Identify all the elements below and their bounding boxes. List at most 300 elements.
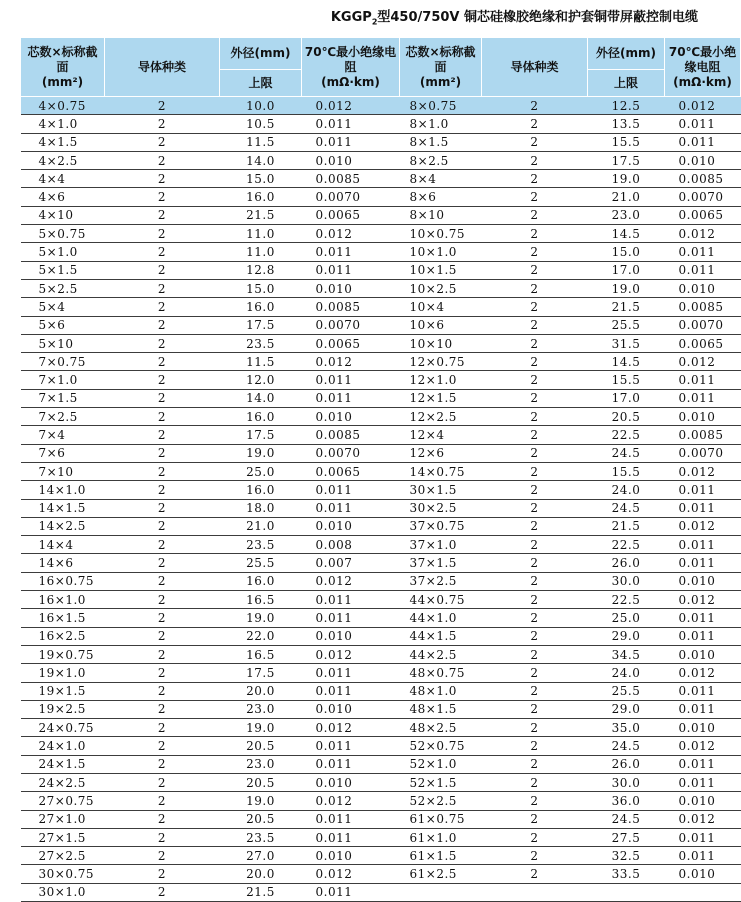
table-cell [665,883,741,901]
table-cell: 2 [482,243,588,261]
table-cell: 29.0 [588,700,665,718]
table-cell: 25.0 [220,462,302,480]
table-cell: 19.0 [220,609,302,627]
table-cell: 2 [105,97,220,115]
table-cell [588,883,665,901]
table-cell: 14.0 [220,151,302,169]
table-cell: 22.5 [588,536,665,554]
table-cell: 4×2.5 [21,151,105,169]
table-cell: 23.5 [220,334,302,352]
table-cell: 0.011 [302,682,400,700]
table-cell: 2 [105,188,220,206]
table-row [21,591,741,609]
table-cell: 14.0 [220,389,302,407]
table-cell: 12.8 [220,261,302,279]
table-cell: 10×10 [400,334,482,352]
table-cell: 21.0 [588,188,665,206]
table-cell: 44×1.0 [400,609,482,627]
table-cell: 0.011 [302,883,400,901]
table-cell: 14×1.0 [21,481,105,499]
table-cell: 0.011 [302,481,400,499]
table-cell: 2 [105,481,220,499]
table-cell: 2 [105,554,220,572]
table-cell: 24.0 [588,664,665,682]
table-cell: 20.0 [220,682,302,700]
table-cell: 2 [482,591,588,609]
table-cell: 24.0 [588,481,665,499]
table-cell: 2 [105,517,220,535]
table-cell: 0.011 [665,847,741,865]
table-cell: 4×0.75 [21,97,105,115]
table-cell: 0.010 [302,700,400,718]
table-cell: 24.5 [588,810,665,828]
table-cell: 14×6 [21,554,105,572]
table-cell: 0.010 [665,645,741,663]
table-cell: 16.0 [220,481,302,499]
table-cell: 21.5 [220,206,302,224]
table-cell: 19.0 [220,792,302,810]
table-row [21,426,741,444]
table-cell: 2 [105,115,220,133]
table-row [21,609,741,627]
table-cell: 2 [482,645,588,663]
table-cell: 2 [482,115,588,133]
table-cell: 27×1.0 [21,810,105,828]
table-cell: 23.0 [220,700,302,718]
table-cell: 12×1.0 [400,371,482,389]
table-cell: 7×10 [21,462,105,480]
table-cell: 2 [482,316,588,334]
table-cell: 0.012 [665,97,741,115]
table-cell: 15.0 [588,243,665,261]
table-cell: 2 [105,664,220,682]
table-row [21,883,741,901]
table-cell: 8×4 [400,170,482,188]
table-cell: 11.0 [220,225,302,243]
table-cell: 5×0.75 [21,225,105,243]
table-cell: 2 [105,444,220,462]
table-cell: 0.012 [302,353,400,371]
table-cell: 0.012 [665,810,741,828]
table-cell: 0.011 [302,261,400,279]
table-cell: 0.0065 [302,462,400,480]
table-cell: 2 [482,847,588,865]
table-cell: 0.011 [665,828,741,846]
table-cell: 16×1.5 [21,609,105,627]
table-cell: 0.0070 [302,188,400,206]
table-cell: 12×2.5 [400,408,482,426]
table-cell: 2 [105,225,220,243]
table-cell: 19.0 [220,444,302,462]
table-cell: 2 [482,389,588,407]
table-cell: 2 [482,426,588,444]
table-cell: 0.011 [665,389,741,407]
header-od-2: 外径(mm) [588,38,665,70]
table-cell: 27.5 [588,828,665,846]
table-row [21,664,741,682]
table-cell: 2 [105,499,220,517]
table-row [21,389,741,407]
table-cell: 16×1.0 [21,591,105,609]
table-cell: 21.5 [588,298,665,316]
table-cell: 2 [482,755,588,773]
table-cell: 5×6 [21,316,105,334]
table-cell: 0.011 [302,810,400,828]
table-cell: 20.0 [220,865,302,883]
table-cell: 52×1.5 [400,773,482,791]
table-cell: 2 [105,279,220,297]
table-row [21,225,741,243]
table-row [21,773,741,791]
table-cell: 19×1.5 [21,682,105,700]
table-cell: 5×2.5 [21,279,105,297]
table-cell: 0.008 [302,536,400,554]
table-cell: 22.5 [588,426,665,444]
table-cell: 0.010 [665,865,741,883]
table-cell: 37×1.0 [400,536,482,554]
table-cell: 26.0 [588,554,665,572]
table-cell: 2 [105,609,220,627]
table-cell: 2 [105,719,220,737]
table-cell: 24×1.0 [21,737,105,755]
table-cell: 36.0 [588,792,665,810]
table-cell: 0.010 [302,151,400,169]
table-cell: 2 [482,737,588,755]
table-cell: 2 [482,353,588,371]
table-cell: 0.012 [302,225,400,243]
table-cell: 12×4 [400,426,482,444]
table-cell: 0.0070 [665,316,741,334]
table-cell: 0.011 [665,115,741,133]
table-cell: 2 [482,609,588,627]
table-cell: 0.007 [302,554,400,572]
table-cell: 0.0085 [302,170,400,188]
table-cell: 2 [105,261,220,279]
table-cell: 0.0065 [665,206,741,224]
table-cell: 44×2.5 [400,645,482,663]
table-cell: 16.0 [220,298,302,316]
table-row [21,170,741,188]
table-cell: 0.012 [665,462,741,480]
table-cell: 12.5 [588,97,665,115]
table-cell: 0.011 [665,609,741,627]
table-row [21,627,741,645]
table-cell: 0.011 [302,664,400,682]
table-cell: 27×2.5 [21,847,105,865]
table-cell: 2 [482,572,588,590]
table-cell: 19×0.75 [21,645,105,663]
table-cell [400,883,482,901]
table-cell: 0.0085 [665,298,741,316]
table-cell: 30×2.5 [400,499,482,517]
table-cell: 31.5 [588,334,665,352]
table-row [21,865,741,883]
table-cell: 16.5 [220,645,302,663]
table-cell: 0.010 [665,792,741,810]
header-cores-2: 芯数×标称截面 (mm²) [400,38,482,97]
table-cell: 2 [105,645,220,663]
table-cell: 4×4 [21,170,105,188]
table-cell: 0.011 [665,682,741,700]
table-cell: 13.5 [588,115,665,133]
table-cell: 2 [482,810,588,828]
header-cores: 芯数×标称截面 (mm²) [21,38,105,97]
table-cell: 2 [105,298,220,316]
table-cell: 16.5 [220,591,302,609]
table-cell: 2 [482,554,588,572]
table-cell: 8×2.5 [400,151,482,169]
table-cell: 2 [105,810,220,828]
table-cell: 2 [105,792,220,810]
table-cell: 10.5 [220,115,302,133]
table-cell: 15.0 [220,279,302,297]
table-cell: 2 [105,536,220,554]
table-row [21,810,741,828]
table-cell: 32.5 [588,847,665,865]
table-cell: 14×2.5 [21,517,105,535]
table-cell: 0.011 [665,755,741,773]
table-cell: 24×0.75 [21,719,105,737]
table-cell: 29.0 [588,627,665,645]
table-cell: 7×0.75 [21,353,105,371]
table-cell: 2 [105,700,220,718]
table-cell: 23.5 [220,828,302,846]
table-cell: 0.011 [302,371,400,389]
table-cell: 26.0 [588,755,665,773]
table-cell: 2 [482,792,588,810]
table-cell: 61×1.0 [400,828,482,846]
table-cell: 2 [482,371,588,389]
table-cell: 0.012 [302,865,400,883]
header-conductor-2: 导体种类 [482,38,588,97]
table-cell: 10.0 [220,97,302,115]
table-cell: 61×0.75 [400,810,482,828]
table-cell: 0.012 [665,664,741,682]
table-cell: 2 [482,188,588,206]
table-cell: 52×0.75 [400,737,482,755]
table-cell: 25.5 [220,554,302,572]
table-row [21,481,741,499]
table-row [21,847,741,865]
table-cell: 0.011 [665,481,741,499]
table-cell: 0.012 [302,97,400,115]
table-cell: 4×10 [21,206,105,224]
table-cell: 20.5 [588,408,665,426]
table-cell: 30.0 [588,572,665,590]
header-resistance: 70℃最小绝缘电阻 (mΩ·km) [302,38,400,97]
table-cell: 0.0070 [665,444,741,462]
table-cell: 2 [105,316,220,334]
table-cell: 2 [482,517,588,535]
table-cell: 0.012 [665,225,741,243]
table-cell: 19.0 [588,279,665,297]
table-cell: 14.5 [588,353,665,371]
table-cell: 2 [105,151,220,169]
table-cell: 10×1.5 [400,261,482,279]
table-row [21,115,741,133]
table-cell: 23.0 [220,755,302,773]
table-cell: 44×0.75 [400,591,482,609]
table-row [21,408,741,426]
table-cell: 0.010 [302,408,400,426]
table-cell: 24.5 [588,499,665,517]
table-row [21,700,741,718]
table-cell: 17.5 [588,151,665,169]
table-cell: 2 [482,700,588,718]
table-cell: 14×4 [21,536,105,554]
table-cell: 0.011 [302,499,400,517]
table-cell: 0.011 [665,627,741,645]
table-cell: 2 [482,499,588,517]
header-od-upper-2: 上限 [588,70,665,97]
table-cell: 2 [482,627,588,645]
table-cell: 24×1.5 [21,755,105,773]
table-cell: 5×4 [21,298,105,316]
table-cell: 2 [482,536,588,554]
table-cell: 2 [105,627,220,645]
table-row [21,261,741,279]
table-cell: 30×0.75 [21,865,105,883]
table-cell: 34.5 [588,645,665,663]
table-row [21,243,741,261]
table-cell: 0.011 [302,828,400,846]
table-cell: 16.0 [220,188,302,206]
table-row [21,133,741,151]
table-cell: 17.0 [588,261,665,279]
header-conductor: 导体种类 [105,38,220,97]
table-cell: 52×1.0 [400,755,482,773]
table-row [21,188,741,206]
table-cell: 0.0085 [665,426,741,444]
table-cell: 0.010 [665,279,741,297]
table-cell: 24.5 [588,444,665,462]
table-cell: 0.010 [665,151,741,169]
table-cell: 30.0 [588,773,665,791]
table-cell: 5×10 [21,334,105,352]
table-cell: 2 [105,426,220,444]
table-cell: 25.5 [588,316,665,334]
table-cell: 2 [105,737,220,755]
table-cell: 0.0070 [302,316,400,334]
table-cell: 37×1.5 [400,554,482,572]
table-cell: 2 [482,225,588,243]
table-row [21,572,741,590]
table-row [21,682,741,700]
table-cell: 15.5 [588,133,665,151]
table-cell: 25.0 [588,609,665,627]
table-cell: 21.5 [220,883,302,901]
table-cell: 19.0 [220,719,302,737]
table-cell: 2 [105,206,220,224]
table-cell: 0.011 [665,133,741,151]
table-cell: 2 [105,462,220,480]
table-cell: 0.011 [302,591,400,609]
table-cell: 0.011 [302,243,400,261]
table-cell: 2 [482,97,588,115]
table-row [21,554,741,572]
table-cell: 0.0065 [665,334,741,352]
table-cell: 7×6 [21,444,105,462]
table-cell: 0.011 [665,554,741,572]
table-cell: 11.5 [220,133,302,151]
table-cell: 48×0.75 [400,664,482,682]
table-cell: 22.5 [588,591,665,609]
table-cell: 0.011 [302,755,400,773]
table-cell: 10×6 [400,316,482,334]
table-cell: 0.011 [302,737,400,755]
table-cell: 35.0 [588,719,665,737]
table-cell: 19×2.5 [21,700,105,718]
table-cell: 20.5 [220,810,302,828]
table-cell: 7×4 [21,426,105,444]
table-cell: 8×1.5 [400,133,482,151]
table-cell: 18.0 [220,499,302,517]
table-cell: 8×0.75 [400,97,482,115]
table-row [21,316,741,334]
table-cell: 5×1.5 [21,261,105,279]
table-cell: 0.010 [302,279,400,297]
table-cell: 0.011 [665,773,741,791]
table-cell: 0.0065 [302,334,400,352]
table-cell: 14×0.75 [400,462,482,480]
table-cell: 37×0.75 [400,517,482,535]
table-row [21,828,741,846]
table-cell: 25.5 [588,682,665,700]
table-cell: 17.0 [588,389,665,407]
table-cell: 0.010 [665,408,741,426]
table-cell: 2 [105,755,220,773]
table-cell: 15.5 [588,371,665,389]
table-row [21,737,741,755]
table-cell: 2 [105,408,220,426]
table-cell: 0.011 [665,261,741,279]
table-cell: 2 [105,170,220,188]
table-cell: 48×2.5 [400,719,482,737]
table-body [21,97,741,902]
table-cell: 2 [105,773,220,791]
table-cell: 0.010 [302,847,400,865]
table-cell: 8×1.0 [400,115,482,133]
table-cell: 0.011 [302,389,400,407]
table-cell: 2 [482,133,588,151]
table-cell: 2 [105,243,220,261]
table-cell: 19.0 [588,170,665,188]
table-cell: 27×1.5 [21,828,105,846]
table-cell: 0.010 [665,719,741,737]
table-cell: 7×1.5 [21,389,105,407]
table-cell: 17.5 [220,316,302,334]
table-cell: 0.011 [665,700,741,718]
table-cell: 2 [482,719,588,737]
table-cell: 2 [482,170,588,188]
table-cell: 0.0070 [302,444,400,462]
table-cell: 15.5 [588,462,665,480]
table-cell: 0.0085 [665,170,741,188]
table-cell: 27×0.75 [21,792,105,810]
table-cell: 2 [482,206,588,224]
table-cell: 44×1.5 [400,627,482,645]
table-cell: 48×1.0 [400,682,482,700]
table-cell: 21.0 [220,517,302,535]
header-od: 外径(mm) [220,38,302,70]
table-row [21,499,741,517]
table-cell: 10×2.5 [400,279,482,297]
table-cell: 2 [482,828,588,846]
table-cell: 24×2.5 [21,773,105,791]
table-cell: 16.0 [220,408,302,426]
table-cell: 0.012 [302,572,400,590]
table-cell: 2 [482,151,588,169]
